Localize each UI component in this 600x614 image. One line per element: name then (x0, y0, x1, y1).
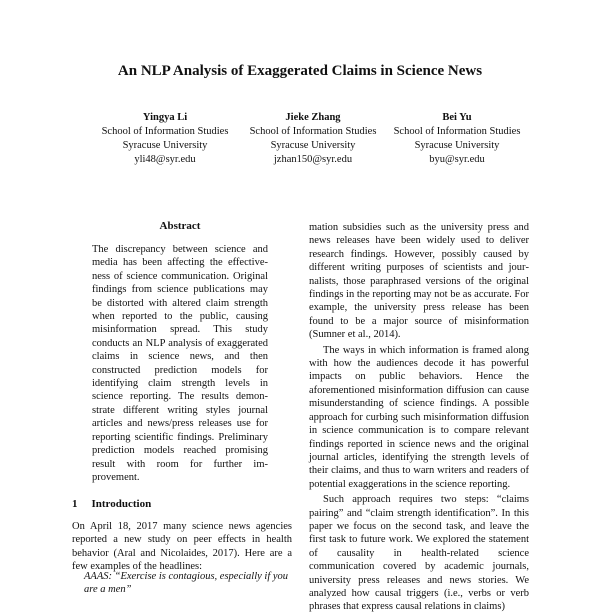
example-text: “Exercise is contagious, especially if you are a men” (84, 571, 289, 596)
body-paragraph: Such approach requires two steps: “claims pairing” and “claim strength identification”. In this paper we focus on the second task, and leave the first task to future work. We explored the statement of causality in health-related science communication covered by academic journals, university press releases and news stories. We analyzed how causal triggers (i.e., verbs or verb phrases that express causal relations in claims) (309, 494, 529, 613)
author-affiliation: School of Information Studies (249, 126, 377, 137)
body-paragraph: The ways in which information is framed along with how the audiences decode it has powerful impacts on public behaviors. Hence the aforementioned misinformation diffusion can cause misunderstanding of science findings. A possible approach for curbing such misinformation diffusion in science communication is to compare relevant findings reported in science news and the original journal articles, identifying the strength levels of their claims, and thus to warn writers and readers of potential exaggerations in the science reporting. (309, 344, 529, 490)
author-block (372, 111, 542, 167)
introduction-text (72, 520, 292, 574)
body-paragraph: mation subsidies such as the university press and news releases have been widely used to deliver research findings. However, possibly caused by different writing purposes of scientists and journalists, those paraphrased versions of the original findings in the reporting may not be as accurate. For example, the university press release has been found to be a major source of misinformation (Sumner et al., 2014). (309, 222, 529, 341)
headline-example (84, 570, 292, 597)
section-heading-introduction (72, 498, 151, 510)
author-university: Syracuse University (270, 140, 356, 151)
author-affiliation: School of Information Studies (393, 126, 521, 137)
section-title: Introduction (91, 498, 152, 510)
author-university: Syracuse University (122, 140, 208, 151)
abstract-text (92, 243, 268, 484)
author-name: Bei Yu (442, 112, 472, 123)
author-affiliation: School of Information Studies (101, 126, 229, 137)
author-email: jzhan150@syr.edu (273, 154, 353, 165)
author-university: Syracuse University (414, 140, 500, 151)
introduction-paragraph: On April 18, 2017 many science news agencies reported a new study on peer effects in health behavior (Aral and Nicolaides, 2017). Here are a few examples of the headlines: (72, 521, 292, 573)
author-name: Yingya Li (142, 112, 188, 123)
author-name: Jieke Zhang (285, 112, 341, 123)
author-email: yli48@syr.edu (134, 154, 196, 165)
paper-title: An NLP Analysis of Exaggerated Claims in Science News (117, 63, 483, 79)
right-column (309, 221, 529, 614)
abstract-paragraph: The discrepancy between science and media has been affecting the effectiveness of science communication. Original findings from science publications may be distorted with altered claim strength when reported to the public, causing misinformation spread. This study conducts an NLP analysis of exaggerated claims in science news, and then constructed prediction models for identifying claim strength levels in science reporting. The results demonstrate different writing styles journal articles and news/press releases use for reporting scientific findings. Preliminary prediction models reached promising result with room for further improvement. (92, 244, 268, 483)
section-number: 1 (72, 498, 78, 510)
example-source: AAAS: (84, 571, 112, 582)
abstract-heading: Abstract (159, 220, 201, 232)
author-email: byu@syr.edu (429, 154, 485, 165)
author-block (80, 111, 250, 167)
